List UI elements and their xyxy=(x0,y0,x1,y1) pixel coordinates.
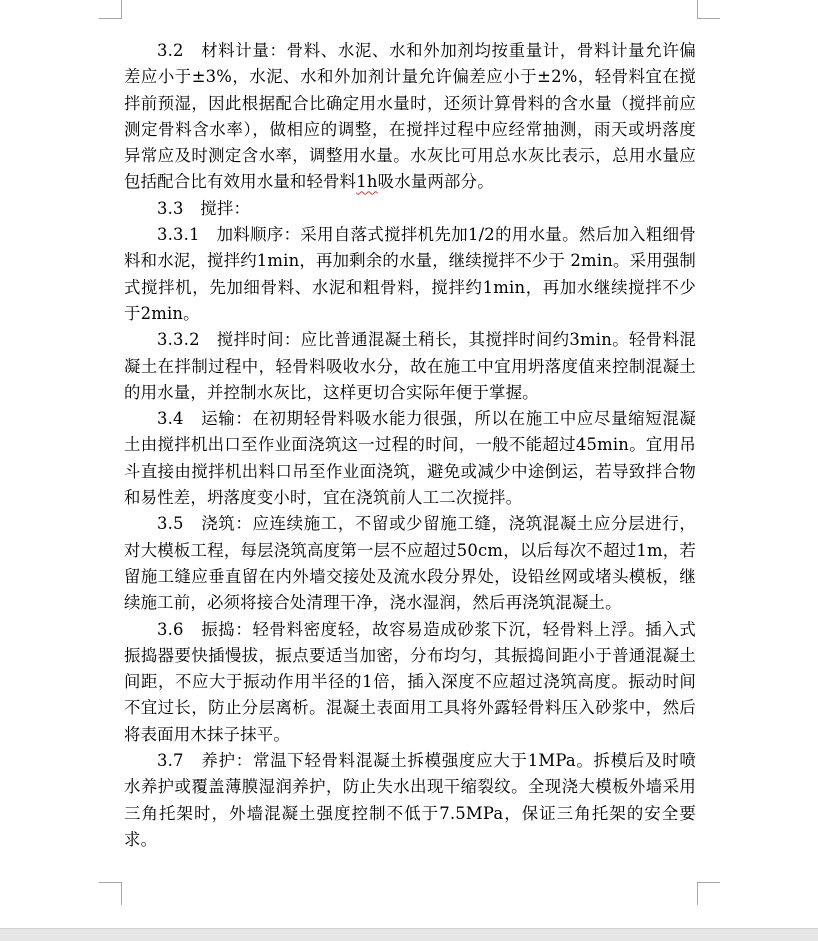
page-corner-mark-bottom-left xyxy=(99,882,122,905)
page-gap-area xyxy=(0,928,818,941)
paragraph-3-7: 3.7 养护：常温下轻骨料混凝土拆模强度应大于1MPa。拆模后及时喷水养护或覆盖薄膜湿润养护，防止失水出现干缩裂纹。全现浇大模板外墙采用三角托架时，外墙混凝土强度控制不低于7.5MPa，保证三角托架的安全要求。 xyxy=(124,751,696,849)
document-body[interactable] xyxy=(124,38,696,853)
paragraph-3-3-2: 3.3.2 搅拌时间：应比普通混凝土稍长，其搅拌时间约3min。轻骨料混凝土在拌制过程中，轻骨料吸收水分，故在施工中宜用坍落度值来控制混凝土的用水量，并控制水灰比，这样更切合实际年便于掌握。 xyxy=(124,330,696,402)
paragraph-3-2-text-end: 吸水量两部分。 xyxy=(377,172,494,192)
spellcheck-flagged-word[interactable]: 1h xyxy=(356,172,378,192)
paragraph-3-3: 3.3 搅拌： xyxy=(157,198,251,218)
paragraph-3-6: 3.6 振捣：轻骨料密度轻，故容易造成砂浆下沉，轻骨料上浮。插入式振捣器要快插慢拔，振点要适当加密，分布均匀，其振捣间距小于普通混凝土间距，不应大于振动作用半径的1倍，插入深度不应超过浇筑高度。振动时间不宜过长，防止分层离析。混凝土表面用工具将外露轻骨料压入砂浆中，然后将表面用木抹子抹平。 xyxy=(124,619,696,744)
page-corner-mark-bottom-right xyxy=(697,882,720,905)
paragraph-3-4: 3.4 运输：在初期轻骨料吸水能力很强，所以在施工中应尽量缩短混凝土由搅拌机出口至作业面浇筑这一过程的时间，一般不能超过45min。宜用吊斗直接由搅拌机出料口吊至作业面浇筑，避免或减少中途倒运，若导致拌合物和易性差，坍落度变小时，宜在浇筑前人工二次搅拌。 xyxy=(124,409,696,508)
paragraph-3-2 xyxy=(124,38,696,196)
paragraph-3-3-1: 3.3.1 加料顺序：采用自落式搅拌机先加1/2的用水量。然后加入粗细骨料和水泥，搅拌约1min，再加剩余的水量，继续搅拌不少于 2min。采用强制式搅拌机，先加细骨料、水泥和粗骨料，搅拌约1min，再加水继续搅拌不少于2min。 xyxy=(124,225,696,323)
page-corner-mark-top-left xyxy=(99,0,122,19)
paragraph-3-5: 3.5 浇筑：应连续施工，不留或少留施工缝，浇筑混凝土应分层进行，对大模板工程，每层浇筑高度第一层不应超过50cm，以后每次不超过1m，若留施工缝应垂直留在内外墙交接处及流水段分界处，设铅丝网或堵头模板，继续施工前，必须将接合处清理干净，浇水湿润，然后再浇筑混凝土。 xyxy=(124,514,696,613)
paragraph-3-2-text: 3.2 材料计量：骨料、水泥、水和外加剂均按重量计，骨料计量允许偏差应小于±3%，水泥、水和外加剂计量允许偏差应小于±2%，轻骨料宜在搅拌前预湿，因此根据配合比确定用水量时，还须计算骨料的含水量（搅拌前应测定骨料含水率），做相应的调整，在搅拌过程中应经常抽测，雨天或坍落度异常应及时测定含水率，调整用水量。水灰比可用总水灰比表示，总用水量应包括配合比有效用水量和轻骨料 xyxy=(124,41,696,192)
page-corner-mark-top-right xyxy=(697,0,720,19)
